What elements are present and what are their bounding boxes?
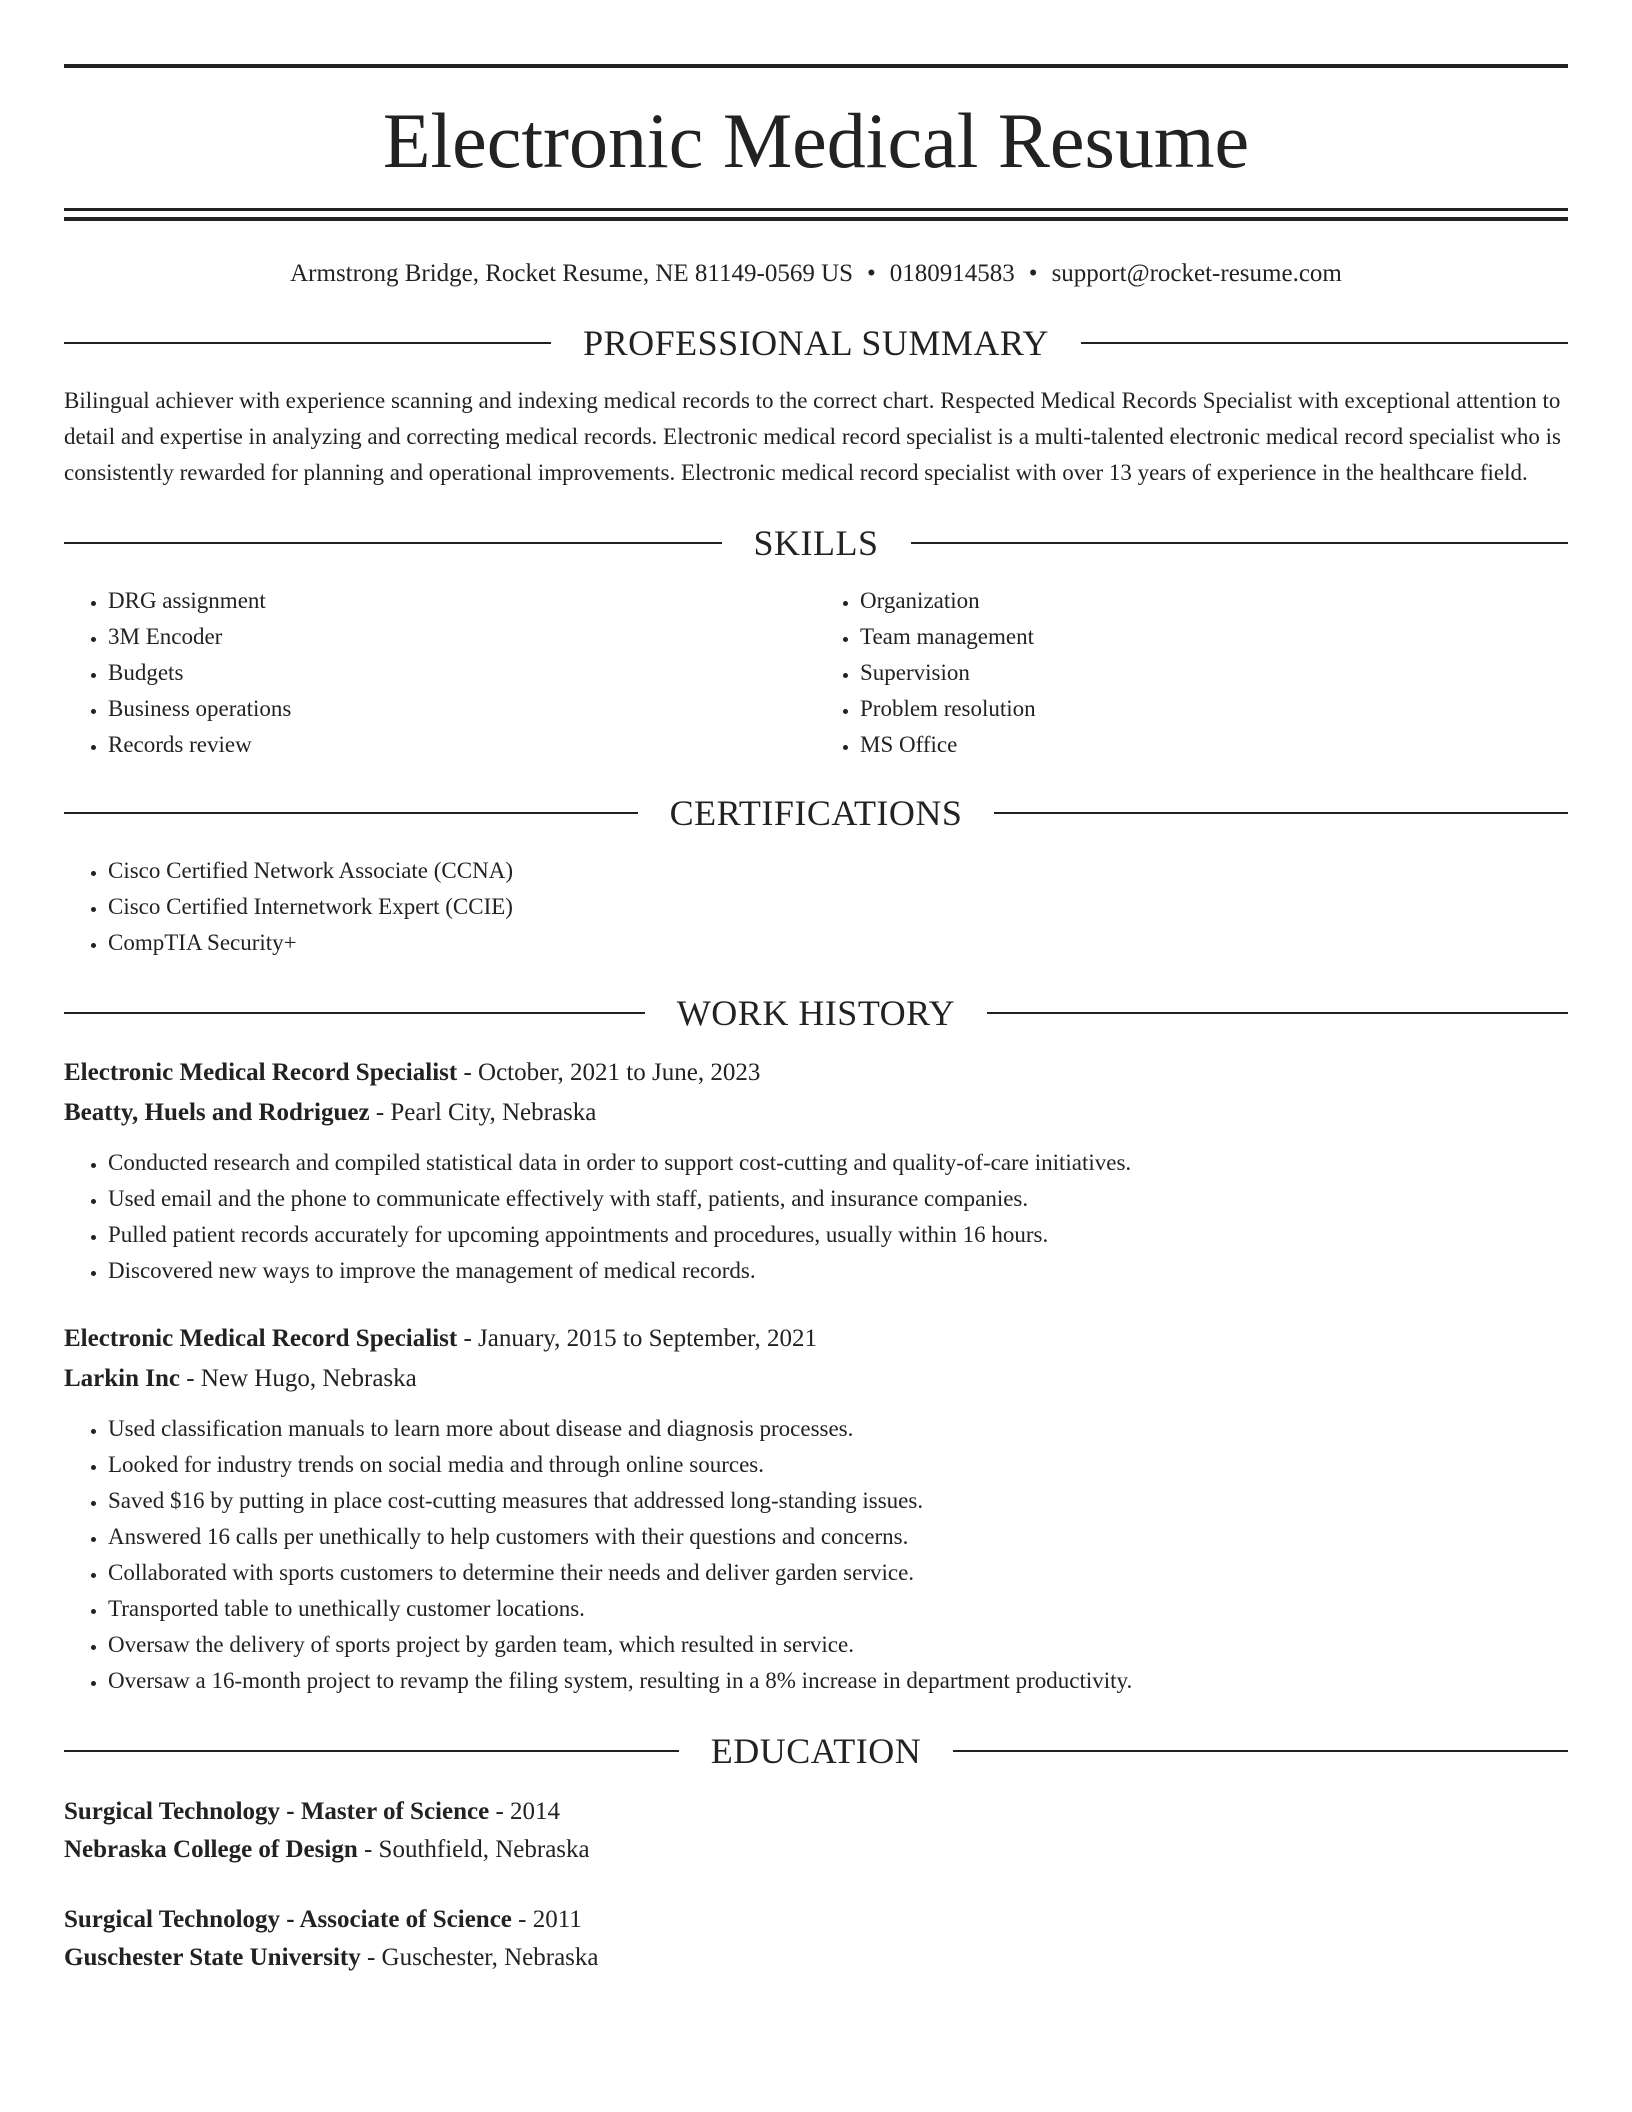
summary-heading (64, 323, 1568, 363)
skill-item: • Organization (860, 583, 1568, 619)
education-year: - 2011 (511, 1906, 582, 1933)
job-bullet: • Used classification manuals to learn more about disease and diagnosis processes. (108, 1411, 1568, 1447)
job-company-line (64, 1359, 1568, 1399)
job-title-line (64, 1053, 1568, 1093)
skills-right-list (816, 583, 1568, 763)
skills-left-list (64, 583, 816, 763)
job-bullet: • Pulled patient records accurately for upcoming appointments and procedures, usually within 16 hours. (108, 1217, 1568, 1253)
resume-page (64, 64, 1568, 1977)
job-bullets (64, 1411, 1568, 1699)
skill-item: • Team management (860, 619, 1568, 655)
job-title: Electronic Medical Record Specialist (64, 1059, 458, 1086)
resume-title: Electronic Medical Resume (382, 97, 1250, 184)
job-location: - New Hugo, Nebraska (180, 1365, 417, 1392)
education-heading (64, 1731, 1568, 1771)
section-title: SKILLS (753, 523, 879, 563)
skills-columns (64, 583, 1568, 763)
job-bullet: • Saved $16 by putting in place cost-cutting measures that addressed long-standing issues. (108, 1483, 1568, 1519)
heading-rule (987, 1012, 1568, 1014)
section-title: EDUCATION (710, 1731, 922, 1771)
job-bullet: • Discovered new ways to improve the management of medical records. (108, 1253, 1568, 1289)
education-school-line (64, 1831, 1568, 1869)
job-company: Beatty, Huels and Rodriguez (64, 1099, 370, 1126)
education-entry (64, 1901, 1568, 1977)
title-double-rule (64, 208, 1568, 221)
education-degree-line (64, 1793, 1568, 1831)
certifications-heading (64, 793, 1568, 833)
education-location: - Southfield, Nebraska (357, 1836, 590, 1863)
education-year: - 2014 (489, 1798, 561, 1825)
work-history-heading (64, 993, 1568, 1033)
skill-item: • 3M Encoder (108, 619, 816, 655)
skills-heading (64, 523, 1568, 563)
heading-rule (64, 1012, 645, 1014)
job-dates: - October, 2021 to June, 2023 (457, 1059, 761, 1086)
skill-item: • Business operations (108, 691, 816, 727)
heading-rule (64, 342, 551, 344)
skill-item: • Supervision (860, 655, 1568, 691)
certification-item: • Cisco Certified Network Associate (CCNA) (108, 853, 1568, 889)
skill-item: • MS Office (860, 727, 1568, 763)
education-degree: Surgical Technology - Master of Science (64, 1798, 490, 1825)
heading-rule (911, 542, 1569, 544)
job-company: Larkin Inc (64, 1365, 181, 1392)
skill-item: • DRG assignment (108, 583, 816, 619)
education-location: - Guschester, Nebraska (360, 1944, 599, 1971)
education-degree-line (64, 1901, 1568, 1939)
job-dates: - January, 2015 to September, 2021 (457, 1325, 818, 1352)
heading-rule (64, 812, 638, 814)
job-bullets (64, 1145, 1568, 1289)
contact-line (64, 259, 1568, 289)
certification-item: • Cisco Certified Internetwork Expert (CCIE) (108, 889, 1568, 925)
job-bullet: • Looked for industry trends on social media and through online sources. (108, 1447, 1568, 1483)
job-bullet: • Transported table to unethically customer locations. (108, 1591, 1568, 1627)
heading-rule (1081, 342, 1568, 344)
job-bullet: • Collaborated with sports customers to determine their needs and deliver garden service. (108, 1555, 1568, 1591)
education-school-line (64, 1939, 1568, 1977)
certifications-list (64, 853, 1568, 961)
heading-rule (994, 812, 1568, 814)
job-bullet: • Oversaw a 16-month project to revamp the filing system, resulting in a 8% increase in department productivity. (108, 1663, 1568, 1699)
job-company-line (64, 1093, 1568, 1133)
job-title-line (64, 1319, 1568, 1359)
skill-item: • Records review (108, 727, 816, 763)
job-bullet: • Answered 16 calls per unethically to help customers with their questions and concerns. (108, 1519, 1568, 1555)
heading-rule (64, 542, 722, 544)
section-title: WORK HISTORY (676, 993, 956, 1033)
education-school: Nebraska College of Design (64, 1836, 358, 1863)
job-title: Electronic Medical Record Specialist (64, 1325, 458, 1352)
job-bullet: • Used email and the phone to communicate effectively with staff, patients, and insurance companies. (108, 1181, 1568, 1217)
heading-rule (953, 1750, 1568, 1752)
job-entry (64, 1319, 1568, 1699)
contact-separator: • (1028, 260, 1038, 287)
education-entry (64, 1793, 1568, 1869)
heading-rule (64, 1750, 679, 1752)
job-bullet: • Conducted research and compiled statistical data in order to support cost-cutting and quality-of-care initiatives. (108, 1145, 1568, 1181)
job-bullet: • Oversaw the delivery of sports project by garden team, which resulted in service. (108, 1627, 1568, 1663)
contact-phone: 0180914583 (889, 260, 1015, 287)
education-school: Guschester State University (64, 1944, 361, 1971)
contact-email: support@rocket-resume.com (1051, 260, 1342, 287)
certification-item: • CompTIA Security+ (108, 925, 1568, 961)
education-degree: Surgical Technology - Associate of Science (64, 1906, 512, 1933)
top-rule (64, 64, 1568, 68)
contact-address: Armstrong Bridge, Rocket Resume, NE 81149-0569 US (290, 260, 854, 287)
job-entry (64, 1053, 1568, 1289)
section-title: PROFESSIONAL SUMMARY (583, 323, 1049, 363)
section-title: CERTIFICATIONS (669, 793, 963, 833)
skill-item: • Problem resolution (860, 691, 1568, 727)
summary-text: Bilingual achiever with experience scanning and indexing medical records to the correct chart. Respected Medical Records Specialist with exceptional attention to detail and expertise in analyzing and correcting medical records. Electronic medical record specialist is a multi-talented electronic medical record specialist who is consistently rewarded for planning and operational improvements. Electronic medical record specialist with over 13 years of experience in the healthcare field. (64, 388, 1561, 485)
skill-item: • Budgets (108, 655, 816, 691)
job-location: - Pearl City, Nebraska (369, 1099, 597, 1126)
contact-separator: • (867, 260, 876, 287)
